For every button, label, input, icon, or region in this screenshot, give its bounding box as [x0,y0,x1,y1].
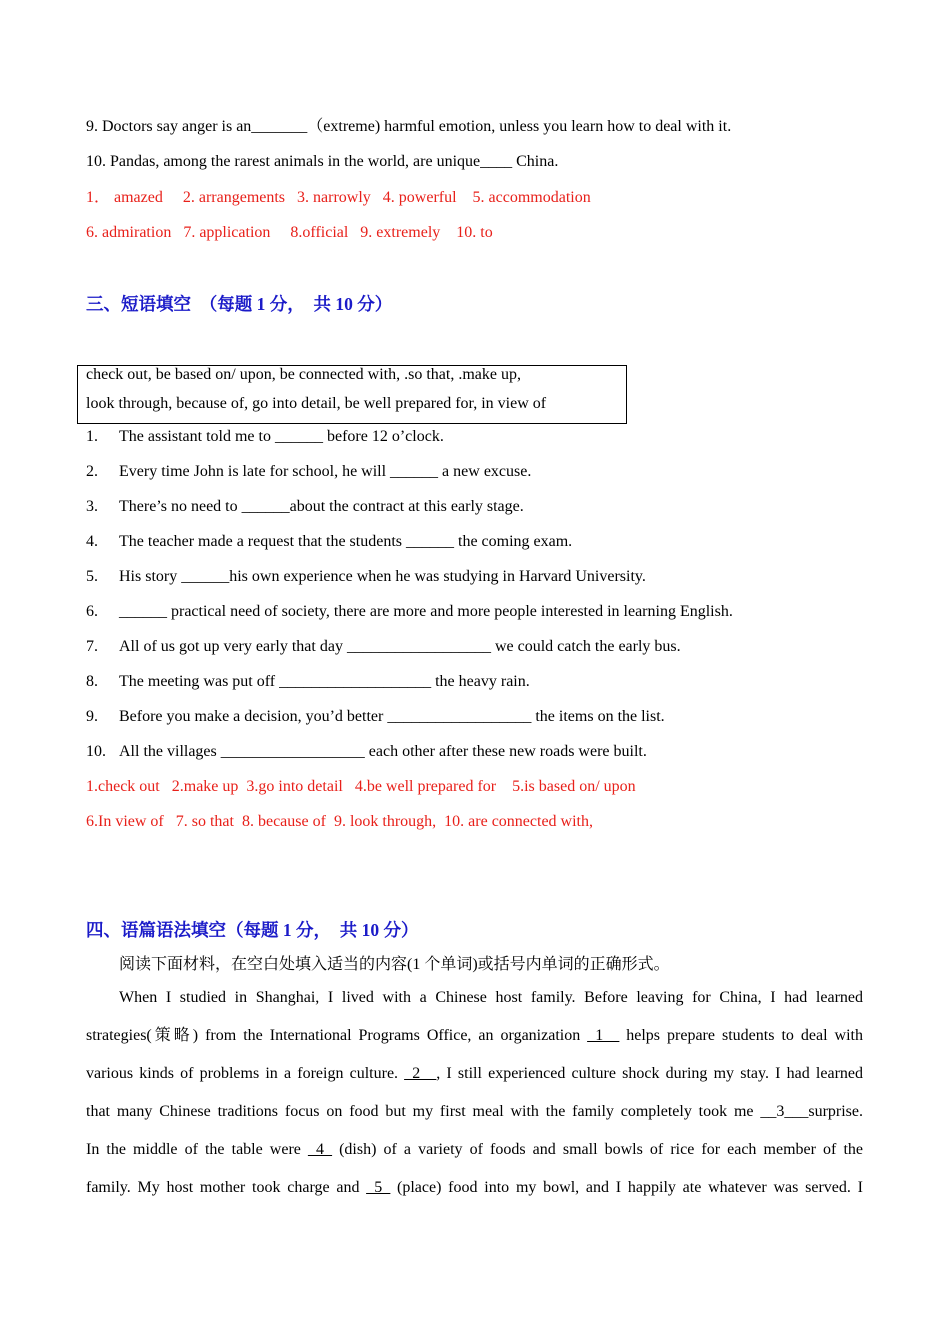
text: (dish) of a variety of foods and small bowls of rice for each member of the [331,1141,863,1158]
text: family. My host mother took charge and [86,1179,367,1196]
blank-5: _5_ [366,1179,391,1196]
answer-key-line-3: 1.check out 2.make up 3.go into detail 4.be well prepared for 5.is based on/ upon [86,778,636,795]
passage-line-1: When I studied in Shanghai, I lived with a Chinese host family. Before leaving for China, I had learned [119,989,863,1006]
blank-2: _2__ [404,1065,437,1082]
item-number: 7. [86,638,98,655]
question-9: 9. Doctors say anger is an_______（extreme) harmful emotion, unless you learn how to deal with it. [86,118,732,135]
phrase-box-line-1: check out, be based on/ upon, be connected with, .so that, .make up, [86,366,521,383]
item-number: 5. [86,568,98,585]
passage-line-6 [86,1178,863,1198]
item-number: 1. [86,428,98,445]
list-item [86,567,646,587]
item-number: 3. [86,498,98,515]
item-text: All the villages __________________ each other after these new roads were built. [119,743,647,760]
list-item [86,427,444,447]
text: helps prepare students to deal with [619,1027,863,1044]
passage-line-5 [86,1140,863,1160]
item-number: 8. [86,673,98,690]
text: strategies(策略) from the International Programs Office, an organization [86,1027,588,1044]
item-text: All of us got up very early that day __________________ we could catch the early bus. [119,638,681,655]
blank-1: _1__ [587,1027,620,1044]
list-item [86,707,665,727]
blank-4: _4_ [307,1141,332,1158]
item-text: Before you make a decision, you’d better __________________ the items on the list. [119,708,665,725]
item-text: Every time John is late for school, he will ______ a new excuse. [119,463,532,480]
question-10: 10. Pandas, among the rarest animals in the world, are unique____ China. [86,153,559,170]
item-number: 2. [86,463,98,480]
passage-line-4: that many Chinese traditions focus on food but my first meal with the family completely took me __3___surprise. [86,1103,863,1120]
item-number: 4. [86,533,98,550]
instruction: 阅读下面材料，在空白处填入适当的内容(1 个单词)或括号内单词的正确形式。 [119,956,670,973]
item-text: There’s no need to ______about the contract at this early stage. [119,498,524,515]
text: various kinds of problems in a foreign culture. [86,1065,405,1082]
list-item [86,602,733,622]
item-number: 6. [86,603,98,620]
list-item [86,742,647,762]
list-item [86,637,681,657]
item-text: The teacher made a request that the students ______ the coming exam. [119,533,573,550]
item-number: 10. [86,743,106,760]
section-3-heading: 三、短语填空 （每题 1 分， 共 10 分） [86,294,393,314]
passage-line-2 [86,1026,863,1046]
item-number: 9. [86,708,98,725]
list-item [86,532,572,552]
item-text: The meeting was put off ___________________ the heavy rain. [119,673,530,690]
text: (place) food into my bowl, and I happily ate whatever was served. I [390,1179,863,1196]
list-item [86,672,530,692]
item-text: His story ______his own experience when he was studying in Harvard University. [119,568,646,585]
list-item [86,497,524,517]
answer-key-line-4: 6.In view of 7. so that 8. because of 9. look through, 10. are connected with, [86,813,593,830]
text: In the middle of the table were [86,1141,308,1158]
list-item [86,462,531,482]
item-text: The assistant told me to ______ before 12 o’clock. [119,428,444,445]
text: , I still experienced culture shock during my stay. I had learned [436,1065,863,1082]
item-text: ______ practical need of society, there are more and more people interested in learning English. [119,603,733,620]
answer-key-line-2: 6. admiration 7. application 8.official 9. extremely 10. to [86,224,493,241]
section-4-heading: 四、语篇语法填空（每题 1 分， 共 10 分） [86,920,419,940]
passage-line-3 [86,1064,863,1084]
phrase-box-line-2: look through, because of, go into detail, be well prepared for, in view of [86,395,547,412]
answer-key-line-1: 1． amazed 2. arrangements 3. narrowly 4. powerful 5. accommodation [86,189,591,206]
